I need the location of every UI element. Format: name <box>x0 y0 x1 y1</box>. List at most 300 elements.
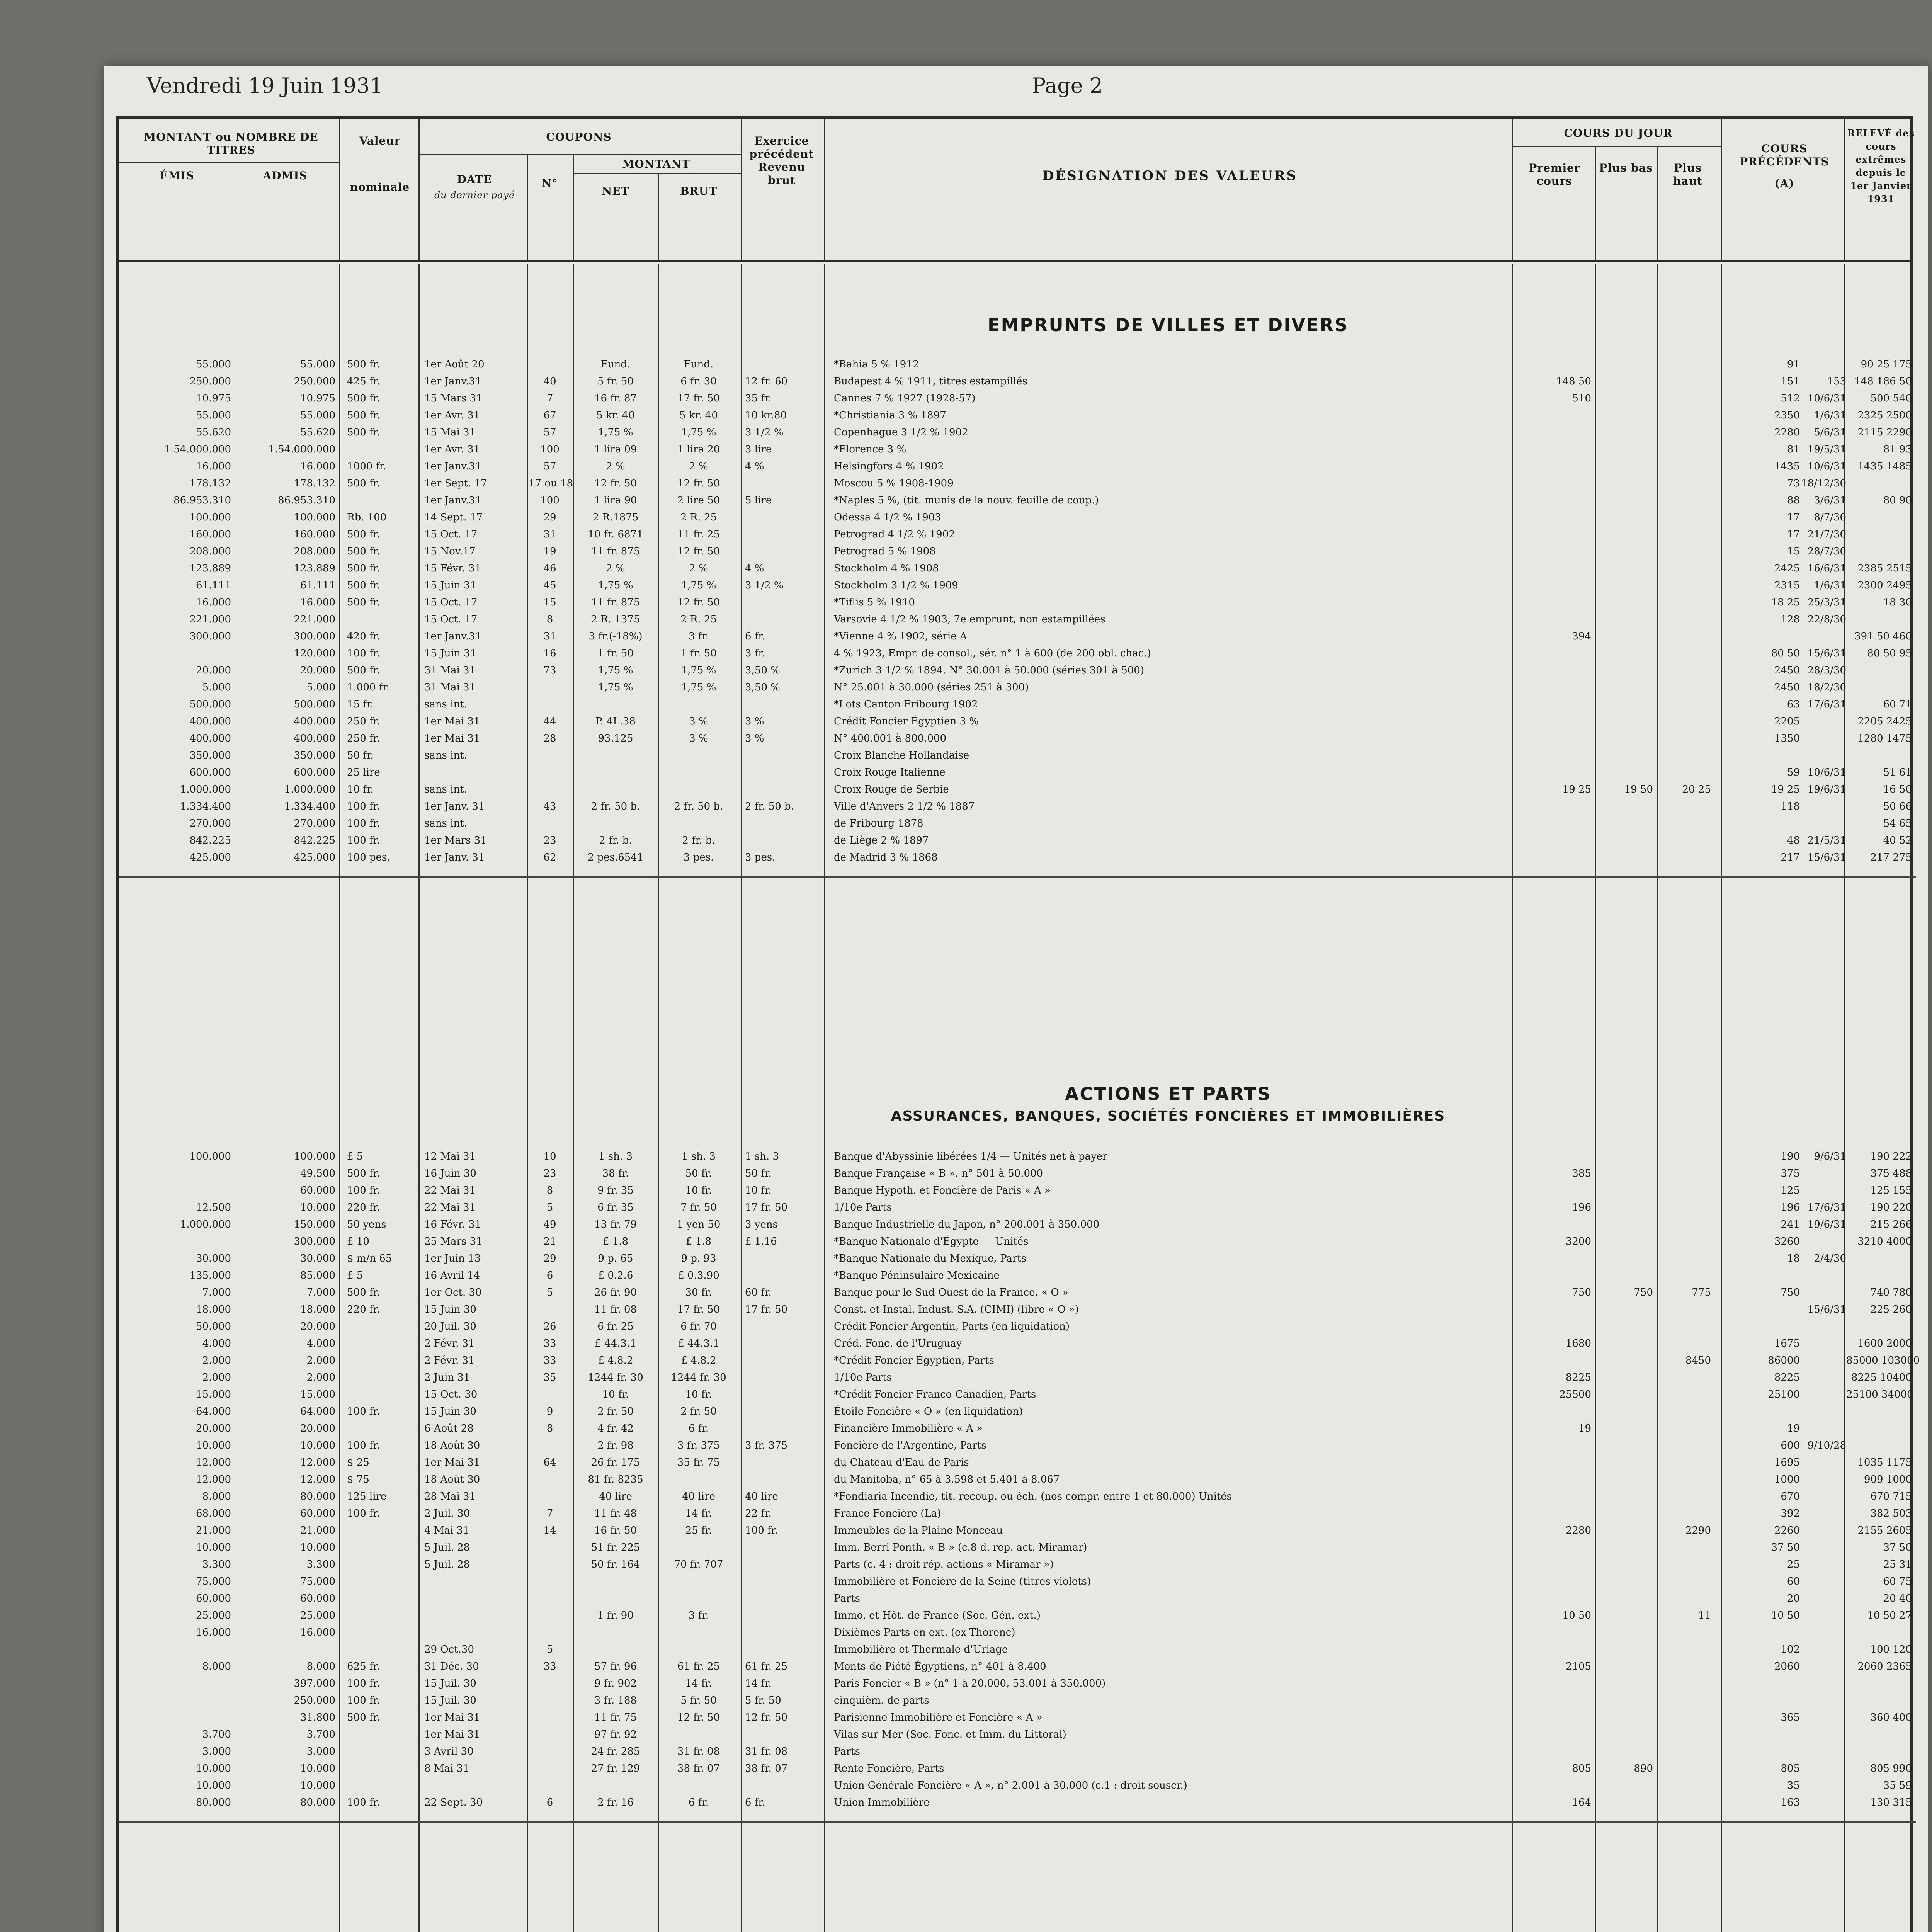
cell-admis: 20.000 <box>300 1321 335 1332</box>
cell-net: £ 44.3.1 <box>595 1338 636 1349</box>
cell-brut: 10 fr. <box>685 1185 712 1196</box>
cell-emis: 25.000 <box>196 1610 231 1621</box>
cell-designation: Const. et Instal. Indust. S.A. (CIMI) (libre « O ») <box>834 1304 1079 1315</box>
cell-revenu: 10 kr.80 <box>745 410 787 421</box>
cell-emis: 1.54.000.000 <box>164 444 231 455</box>
cell-date: 15 Oct. 17 <box>424 597 478 608</box>
cell-valeur: 100 pes. <box>347 852 390 863</box>
cell-designation: du Chateau d'Eau de Paris <box>834 1457 969 1468</box>
cell-net: 97 fr. 92 <box>594 1729 637 1740</box>
cell-emis: 12.500 <box>196 1202 231 1213</box>
cell-brut: 7 fr. 50 <box>680 1202 717 1213</box>
cell-brut: 6 fr. 30 <box>680 376 717 387</box>
cell-date: 4 Mai 31 <box>424 1525 469 1536</box>
cell-net: 11 fr. 875 <box>591 546 640 557</box>
cell-brut: 17 fr. 50 <box>677 393 720 404</box>
cell-designation: *Banque Péninsulaire Mexicaine <box>834 1270 1000 1281</box>
cell-net: 93.125 <box>598 733 633 744</box>
cell-cours-precedent: 125 <box>1781 1185 1800 1196</box>
table-row <box>119 529 1910 543</box>
cell-releve: 391 50 460 <box>1854 631 1912 642</box>
cell-cours-precedent: 17 <box>1787 512 1800 523</box>
cell-date-precedent: 21/7/30 <box>1807 529 1846 540</box>
cell-revenu: 3 1/2 % <box>745 427 784 438</box>
cell-releve: 740 780 <box>1870 1287 1912 1298</box>
section-title: ACTIONS ET PARTS <box>1065 1083 1272 1104</box>
cell-emis: 842.225 <box>189 835 231 846</box>
cell-brut: £ 0.3.90 <box>678 1270 719 1281</box>
cell-revenu: 61 fr. 25 <box>745 1661 788 1672</box>
cell-admis: 55.620 <box>300 427 335 438</box>
cell-net: 12 fr. 50 <box>594 478 637 489</box>
cell-emis: 80.000 <box>196 1797 231 1808</box>
cell-brut: 12 fr. 50 <box>677 597 720 608</box>
cell-net: 13 fr. 79 <box>594 1219 637 1230</box>
cell-designation: *Christiania 3 % 1897 <box>834 410 946 421</box>
cell-premier: 510 <box>1572 393 1591 404</box>
cell-cours-precedent: 25100 <box>1768 1389 1800 1400</box>
cell-releve: 40 52 <box>1883 835 1912 846</box>
cell-premier: 3200 <box>1565 1236 1591 1247</box>
cell-net: £ 0.2.6 <box>598 1270 633 1281</box>
cell-net: 2 fr. 98 <box>597 1440 634 1451</box>
table-row <box>119 1593 1910 1607</box>
cell-valeur: 100 fr. <box>347 648 380 659</box>
cell-date-precedent: 15/6/31 <box>1807 852 1846 863</box>
cell-coupon-num: 100 <box>540 495 560 506</box>
cell-net: 2 fr. 16 <box>597 1797 634 1808</box>
cell-date-precedent: 28/3/30 <box>1807 665 1846 676</box>
cell-emis: 100.000 <box>189 512 231 523</box>
cell-date: 1er Janv.31 <box>424 631 482 642</box>
cell-brut: 14 fr. <box>685 1678 712 1689</box>
cell-date: 15 Juin 30 <box>424 1406 476 1417</box>
cell-coupon-num: 6 <box>546 1270 553 1281</box>
cell-admis: 842.225 <box>294 835 335 846</box>
cell-cours-precedent: 1675 <box>1774 1338 1800 1349</box>
cell-brut: 31 fr. 08 <box>677 1746 720 1757</box>
cell-date: 31 Mai 31 <box>424 665 476 676</box>
cell-designation: Rente Foncière, Parts <box>834 1763 944 1774</box>
cell-admis: 10.000 <box>300 1542 335 1553</box>
cell-net: 11 fr. 75 <box>594 1712 637 1723</box>
cell-net: 51 fr. 225 <box>591 1542 640 1553</box>
cell-valeur: 100 fr. <box>347 835 380 846</box>
cell-net: 16 fr. 87 <box>594 393 637 404</box>
table-row <box>119 1610 1910 1624</box>
cell-cours-precedent: 1000 <box>1774 1474 1800 1485</box>
cell-valeur: 100 fr. <box>347 818 380 829</box>
cell-date: 2 Févr. 31 <box>424 1338 475 1349</box>
cell-revenu: 6 fr. <box>745 1797 765 1808</box>
cell-emis: 55.620 <box>196 427 231 438</box>
cell-net: 2 R. 1375 <box>591 614 640 625</box>
cell-net: 1 fr. 50 <box>597 648 634 659</box>
cell-valeur: 125 lire <box>347 1491 387 1502</box>
cell-designation: Ville d'Anvers 2 1/2 % 1887 <box>834 801 975 812</box>
table-row <box>119 1151 1910 1165</box>
cell-designation: *Banque Nationale du Mexique, Parts <box>834 1253 1027 1264</box>
cell-emis: 350.000 <box>189 750 231 761</box>
cell-coupon-num: 21 <box>543 1236 556 1247</box>
cell-date: 15 Oct. 17 <box>424 529 478 540</box>
cell-emis: 75.000 <box>196 1576 231 1587</box>
cell-premier: 196 <box>1572 1202 1591 1213</box>
table-row <box>119 665 1910 679</box>
cell-net: 5 kr. 40 <box>596 410 635 421</box>
cell-releve: 1035 1175 <box>1857 1457 1912 1468</box>
cell-emis: 600.000 <box>189 767 231 778</box>
table-row <box>119 648 1910 662</box>
cell-net: 2 pes.6541 <box>587 852 644 863</box>
cell-brut: 5 kr. 40 <box>679 410 718 421</box>
cell-designation: *Crédit Foncier Égyptien, Parts <box>834 1355 994 1366</box>
cell-net: 3 fr.(-18%) <box>588 631 643 642</box>
cell-designation: Parisienne Immobilière et Foncière « A » <box>834 1712 1043 1723</box>
cell-date-precedent: 9/6/31 <box>1814 1151 1846 1162</box>
issue-date: Vendredi 19 Juin 1931 <box>147 73 383 98</box>
cell-date: 15 Mai 31 <box>424 427 476 438</box>
cell-admis: 10.000 <box>300 1763 335 1774</box>
cell-brut: 1244 fr. 30 <box>671 1372 726 1383</box>
cell-designation: Petrograd 4 1/2 % 1902 <box>834 529 955 540</box>
cell-net: 2 % <box>606 461 625 472</box>
cell-revenu: 3 % <box>745 733 764 744</box>
cell-cours-precedent: 37 50 <box>1771 1542 1800 1553</box>
cell-coupon-num: 29 <box>543 512 556 523</box>
table-row <box>119 1627 1910 1641</box>
cell-date: 15 Oct. 30 <box>424 1389 478 1400</box>
cell-valeur: 220 fr. <box>347 1202 380 1213</box>
cell-releve: 225 260 <box>1870 1304 1912 1315</box>
cell-date: 20 Juil. 30 <box>424 1321 476 1332</box>
cell-releve: 25 31 <box>1883 1559 1912 1570</box>
table-row <box>119 784 1910 798</box>
cell-date-precedent: 19/6/31 <box>1807 1219 1846 1230</box>
cell-cours-precedent: 17 <box>1787 529 1800 540</box>
cell-brut: £ 1.8 <box>685 1236 712 1247</box>
cell-revenu: 38 fr. 07 <box>745 1763 788 1774</box>
cell-coupon-num: 6 <box>546 1797 553 1808</box>
cell-net: 11 fr. 48 <box>594 1508 637 1519</box>
cell-coupon-num: 8 <box>546 614 553 625</box>
cell-admis: 178.132 <box>294 478 335 489</box>
cell-admis: 8.000 <box>306 1661 335 1672</box>
cell-coupon-num: 57 <box>543 461 556 472</box>
cell-releve: 500 540 <box>1870 393 1912 404</box>
page-number: Page 2 <box>1032 73 1103 98</box>
cell-emis: 5.000 <box>202 682 231 693</box>
cell-coupon-num: 17 ou 18 <box>529 478 573 489</box>
cell-admis: 4.000 <box>306 1338 335 1349</box>
cell-releve: 2385 2515 <box>1857 563 1912 574</box>
cell-date: 1er Avr. 31 <box>424 410 480 421</box>
cell-admis: 250.000 <box>294 376 335 387</box>
cell-net: 4 fr. 42 <box>597 1423 634 1434</box>
cell-brut: 3 % <box>689 716 708 727</box>
cell-net: 3 fr. 188 <box>594 1695 637 1706</box>
cell-designation: *Fondiaria Incendie, tit. recoup. ou éch. (nos compr. entre 1 et 80.000) Unités <box>834 1491 1232 1502</box>
cell-date: 16 Févr. 31 <box>424 1219 481 1230</box>
cell-admis: 85.000 <box>300 1270 335 1281</box>
cell-coupon-num: 33 <box>543 1355 556 1366</box>
cell-designation: Monts-de-Piété Égyptiens, n° 401 à 8.400 <box>834 1661 1046 1672</box>
table-row <box>119 1712 1910 1726</box>
cell-emis: 61.111 <box>196 580 231 591</box>
table-row <box>119 1321 1910 1335</box>
cell-date: 1er Janv. 31 <box>424 852 485 863</box>
cell-valeur: $ 75 <box>347 1474 369 1485</box>
table-row <box>119 716 1910 730</box>
cell-brut: 2 % <box>689 461 708 472</box>
cell-net: 1,75 % <box>598 682 633 693</box>
cell-valeur: 50 yens <box>347 1219 386 1230</box>
cell-emis: 135.000 <box>189 1270 231 1281</box>
cell-releve: 1600 2000 <box>1857 1338 1912 1349</box>
cell-emis: 500.000 <box>189 699 231 710</box>
cell-releve: 81 93 <box>1883 444 1912 455</box>
cell-admis: 12.000 <box>300 1457 335 1468</box>
cell-coupon-num: 7 <box>546 1508 553 1519</box>
cell-admis: 600.000 <box>294 767 335 778</box>
cell-emis: 10.000 <box>196 1780 231 1791</box>
table-row <box>119 1559 1910 1573</box>
header-montant-coupon: MONTANT <box>622 158 690 170</box>
table-row <box>119 563 1910 577</box>
cell-admis: 221.000 <box>294 614 335 625</box>
cell-net: 26 fr. 175 <box>591 1457 640 1468</box>
cell-admis: 1.000.000 <box>284 784 335 795</box>
table-row <box>119 546 1910 560</box>
cell-admis: 49.500 <box>300 1168 335 1179</box>
cell-net: 40 lire <box>599 1491 632 1502</box>
cell-coupon-num: 35 <box>543 1372 556 1383</box>
table-row <box>119 1729 1910 1743</box>
cell-date-precedent: 1/6/31 <box>1814 410 1846 421</box>
cell-net: 9 fr. 35 <box>597 1185 634 1196</box>
table-row <box>119 495 1910 509</box>
cell-date: 1er Janv. 31 <box>424 801 485 812</box>
table-row <box>119 1406 1910 1420</box>
cell-designation: Moscou 5 % 1908-1909 <box>834 478 954 489</box>
cell-admis: 80.000 <box>300 1797 335 1808</box>
cell-emis: 1.000.000 <box>180 1219 231 1230</box>
table-row <box>119 767 1910 781</box>
cell-cours-precedent: 750 <box>1781 1287 1800 1298</box>
cell-emis: 3.000 <box>202 1746 231 1757</box>
cell-emis: 425.000 <box>189 852 231 863</box>
cell-net: 1,75 % <box>598 427 633 438</box>
cell-cours-precedent: 2260 <box>1774 1525 1800 1536</box>
cell-admis: 7.000 <box>306 1287 335 1298</box>
cell-emis: 100.000 <box>189 1151 231 1162</box>
header-releve: RELEVÉ des cours extrêmes depuis le 1er Janvier 1931 <box>1847 128 1915 204</box>
cell-coupon-num: 16 <box>543 648 556 659</box>
cell-admis: 350.000 <box>294 750 335 761</box>
cell-designation: *Naples 5 %, (tit. munis de la nouv. feuille de coup.) <box>834 495 1099 506</box>
cell-valeur: 425 fr. <box>347 376 380 387</box>
cell-designation: 1/10e Parts <box>834 1202 892 1213</box>
cell-valeur: 500 fr. <box>347 393 380 404</box>
cell-net: 1 fr. 90 <box>597 1610 634 1621</box>
cell-cours-precedent: 2280 <box>1774 427 1800 438</box>
header-emis: ÉMIS <box>160 169 194 182</box>
cell-releve: 25100 34000 <box>1846 1389 1913 1400</box>
cell-brut: 1 fr. 50 <box>680 648 717 659</box>
cell-cours-precedent: 86000 <box>1768 1355 1800 1366</box>
cell-brut: 1,75 % <box>681 682 716 693</box>
cell-releve: 670 715 <box>1870 1491 1912 1502</box>
cell-date: 25 Mars 31 <box>424 1236 483 1247</box>
cell-emis: 400.000 <box>189 733 231 744</box>
cell-revenu: 35 fr. <box>745 393 772 404</box>
cell-date: 1er Mai 31 <box>424 1457 480 1468</box>
cell-date: sans int. <box>424 818 467 829</box>
cell-emis: 400.000 <box>189 716 231 727</box>
cell-brut: 40 lire <box>682 1491 715 1502</box>
cell-cours-precedent: 60 <box>1787 1576 1800 1587</box>
table-row <box>119 427 1910 440</box>
cell-valeur: 500 fr. <box>347 665 380 676</box>
cell-revenu: 5 lire <box>745 495 772 506</box>
cell-designation: de Fribourg 1878 <box>834 818 923 829</box>
header-plus-bas: Plus bas <box>1599 162 1653 174</box>
table-row <box>119 1661 1910 1675</box>
cell-premier: 1680 <box>1565 1338 1591 1349</box>
cell-cours-precedent: 163 <box>1781 1797 1800 1808</box>
cell-cours-precedent: 63 <box>1787 699 1800 710</box>
cell-releve: 2300 2495 <box>1857 580 1912 591</box>
cell-date: 1er Janv.31 <box>424 461 482 472</box>
cell-releve: 37 50 <box>1883 1542 1912 1553</box>
cell-date: 22 Mai 31 <box>424 1185 476 1196</box>
cell-net: Fund. <box>600 359 631 370</box>
cell-cours-precedent: 2205 <box>1774 716 1800 727</box>
cell-releve: 360 400 <box>1870 1712 1912 1723</box>
cell-valeur: £ 10 <box>347 1236 369 1247</box>
cell-revenu: 3 1/2 % <box>745 580 784 591</box>
cell-cours-precedent: 19 25 <box>1771 784 1800 795</box>
cell-admis: 10.000 <box>300 1202 335 1213</box>
cell-date: 15 Juin 31 <box>424 648 476 659</box>
cell-emis: 1.000.000 <box>180 784 231 795</box>
cell-date: 1er Avr. 31 <box>424 444 480 455</box>
cell-emis: 1.334.400 <box>180 801 231 812</box>
cell-coupon-num: 8 <box>546 1185 553 1196</box>
cell-cours-precedent: 2450 <box>1774 682 1800 693</box>
cell-designation: Immo. et Hôt. de France (Soc. Gén. ext.) <box>834 1610 1041 1621</box>
cell-net: 50 fr. 164 <box>591 1559 640 1570</box>
cell-date-precedent: 17/6/31 <box>1807 699 1846 710</box>
table-row <box>119 1542 1910 1556</box>
cell-emis: 8.000 <box>202 1491 231 1502</box>
cell-brut: 9 p. 93 <box>681 1253 716 1264</box>
cell-coupon-num: 31 <box>543 529 556 540</box>
cell-coupon-num: 10 <box>543 1151 556 1162</box>
cell-date-precedent: 28/7/30 <box>1807 546 1846 557</box>
cell-cours-precedent: 805 <box>1781 1763 1800 1774</box>
cell-cours-precedent: 19 <box>1787 1423 1800 1434</box>
cell-designation: du Manitoba, n° 65 à 3.598 et 5.401 à 8.067 <box>834 1474 1060 1485</box>
table-header <box>119 119 1915 262</box>
cell-designation: Croix Rouge Italienne <box>834 767 946 778</box>
cell-designation: Imm. Berri-Ponth. « B » (c.8 d. rep. act. Miramar) <box>834 1542 1087 1553</box>
cell-admis: 60.000 <box>300 1508 335 1519</box>
cell-date: 15 Févr. 31 <box>424 563 481 574</box>
cell-releve: 54 65 <box>1883 818 1912 829</box>
section-divider <box>119 876 1916 878</box>
cell-revenu: £ 1.16 <box>745 1236 777 1247</box>
header-designation: DÉSIGNATION DES VALEURS <box>1042 168 1298 184</box>
cell-valeur: 100 fr. <box>347 1185 380 1196</box>
table-row <box>119 682 1910 696</box>
cell-date: 1er Oct. 30 <box>424 1287 482 1298</box>
cell-brut: 3 pes. <box>683 852 714 863</box>
table-row <box>119 699 1910 713</box>
table-row <box>119 1185 1910 1199</box>
cell-plus-haut: 20 25 <box>1682 784 1711 795</box>
cell-designation: *Florence 3 % <box>834 444 906 455</box>
cell-releve: 3210 4000 <box>1857 1236 1912 1247</box>
cell-designation: Dixièmes Parts en ext. (ex-Thorenc) <box>834 1627 1015 1638</box>
table-row <box>119 1304 1910 1318</box>
cell-admis: 400.000 <box>294 733 335 744</box>
cell-brut: 12 fr. 50 <box>677 546 720 557</box>
cell-admis: 20.000 <box>300 1423 335 1434</box>
cell-brut: 35 fr. 75 <box>677 1457 720 1468</box>
cell-admis: 21.000 <box>300 1525 335 1536</box>
cell-date: 31 Mai 31 <box>424 682 476 693</box>
cell-designation: Immeubles de la Plaine Monceau <box>834 1525 1003 1536</box>
table-row <box>119 818 1910 832</box>
cell-cours-precedent: 48 <box>1787 835 1800 846</box>
cell-date: 15 Oct. 17 <box>424 614 478 625</box>
cell-admis: 16.000 <box>300 461 335 472</box>
cell-emis: 10.000 <box>196 1440 231 1451</box>
cell-admis: 400.000 <box>294 716 335 727</box>
table-row <box>119 1525 1910 1539</box>
cell-emis: 250.000 <box>189 376 231 387</box>
table-row <box>119 1338 1910 1352</box>
cell-date: 28 Mai 31 <box>424 1491 476 1502</box>
cell-coupon-num: 67 <box>543 410 556 421</box>
section-title: EMPRUNTS DE VILLES ET DIVERS <box>988 315 1349 335</box>
cell-net: 9 fr. 902 <box>594 1678 637 1689</box>
cell-coupon-num: 33 <box>543 1661 556 1672</box>
cell-coupon-num: 29 <box>543 1253 556 1264</box>
cell-admis: 80.000 <box>300 1491 335 1502</box>
cell-admis: 1.54.000.000 <box>268 444 335 455</box>
cell-valeur: 100 fr. <box>347 1440 380 1451</box>
cell-coupon-num: 73 <box>543 665 556 676</box>
cell-revenu: 4 % <box>745 563 764 574</box>
cell-coupon-num: 9 <box>546 1406 553 1417</box>
cell-brut: 14 fr. <box>685 1508 712 1519</box>
cell-net: 11 fr. 875 <box>591 597 640 608</box>
cell-revenu: 17 fr. 50 <box>745 1202 788 1213</box>
cell-coupon-num: 23 <box>543 835 556 846</box>
cell-coupon-num: 15 <box>543 597 556 608</box>
cell-date: 15 Juin 31 <box>424 580 476 591</box>
cell-cours-precedent: 2425 <box>1774 563 1800 574</box>
cell-net: £ 1.8 <box>602 1236 629 1247</box>
cell-brut: 12 fr. 50 <box>677 478 720 489</box>
cell-admis: 2.000 <box>306 1355 335 1366</box>
cell-releve: 50 66 <box>1883 801 1912 812</box>
cell-net: 38 fr. <box>602 1168 629 1179</box>
cell-date-precedent: 1/6/31 <box>1814 580 1846 591</box>
cell-admis: 75.000 <box>300 1576 335 1587</box>
